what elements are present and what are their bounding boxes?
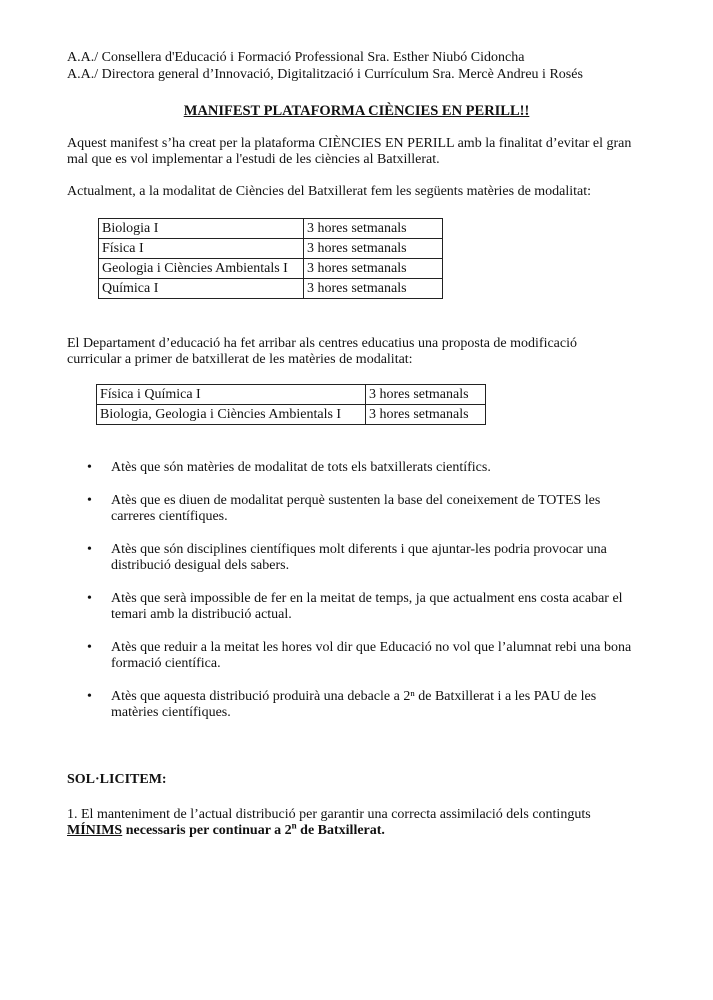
subject-cell: Biologia, Geologia i Ciències Ambientals I xyxy=(97,405,366,425)
table-row xyxy=(97,405,486,425)
proposed-subjects-table xyxy=(96,384,486,425)
department-proposal-paragraph: El Departament d’educació ha fet arribar als centres educatius una proposta de modificació curricular a primer de batxillerat de les matèries de modalitat: xyxy=(67,336,577,367)
request-bold-end: de Batxillerat. xyxy=(300,823,385,838)
table-row xyxy=(99,219,443,239)
list-item xyxy=(67,460,637,476)
hours-cell: 3 hores setmanals xyxy=(304,239,443,259)
request-bold-text: necessaris per continuar a 2 xyxy=(125,823,292,838)
request-superscript: n xyxy=(291,820,297,831)
reason-text: Atès que serà impossible de fer en la meitat de temps, ja que actualment ens costa acabar el temari amb la distribució actual. xyxy=(111,591,623,622)
list-item xyxy=(67,689,637,721)
addressee-line: A.A./ Consellera d'Educació i Formació Professional Sra. Esther Niubó Cidoncha xyxy=(67,50,525,65)
intro-paragraph: Aquest manifest s’ha creat per la plataforma CIÈNCIES EN PERILL amb la finalitat d’evitar el gran mal que es vol implementar a l'estudi de les ciències al Batxillerat. xyxy=(67,136,632,167)
table-row xyxy=(99,279,443,299)
subject-cell: Física I xyxy=(99,239,304,259)
addressee-block xyxy=(67,50,687,84)
subject-cell: Geologia i Ciències Ambientals I xyxy=(99,259,304,279)
addressee-line: A.A./ Directora general d’Innovació, Digitalització i Currículum Sra. Mercè Andreu i Rosés xyxy=(67,67,583,82)
table-row xyxy=(99,239,443,259)
bullet-icon: • xyxy=(87,542,92,557)
document-title: MANIFEST PLATAFORMA CIÈNCIES EN PERILL!! xyxy=(183,103,530,119)
table-row xyxy=(99,259,443,279)
list-item xyxy=(67,542,637,574)
bullet-icon: • xyxy=(87,460,92,475)
bullet-icon: • xyxy=(87,591,92,606)
table-row xyxy=(97,385,486,405)
request-paragraph xyxy=(67,807,647,839)
hours-cell: 3 hores setmanals xyxy=(366,405,486,425)
subject-cell: Química I xyxy=(99,279,304,299)
bullet-icon: • xyxy=(87,493,92,508)
hours-cell: 3 hores setmanals xyxy=(304,259,443,279)
reason-text: Atès que reduir a la meitat les hores vol dir que Educació no vol que l’alumnat rebi una bona formació científica. xyxy=(111,640,632,671)
subject-cell: Física i Química I xyxy=(97,385,366,405)
reason-text: Atès que són matèries de modalitat de tots els batxillerats científics. xyxy=(111,460,491,475)
hours-cell: 3 hores setmanals xyxy=(366,385,486,405)
hours-cell: 3 hores setmanals xyxy=(304,279,443,299)
list-item xyxy=(67,640,637,672)
subject-cell: Biologia I xyxy=(99,219,304,239)
list-item xyxy=(67,493,637,525)
reason-text: Atès que són disciplines científiques molt diferents i que ajuntar-les podria provocar una distribució desigual dels sabers. xyxy=(111,542,607,573)
current-subjects-paragraph: Actualment, a la modalitat de Ciències del Batxillerat fem les següents matèries de modalitat: xyxy=(67,184,592,199)
reason-text: Atès que aquesta distribució produirà una debacle a 2ⁿ de Batxillerat i a les PAU de les matèries científiques. xyxy=(111,689,597,720)
hours-cell: 3 hores setmanals xyxy=(304,219,443,239)
request-lead-text: 1. El manteniment de l’actual distribució per garantir una correcta assimilació dels continguts xyxy=(67,807,591,822)
current-subjects-table xyxy=(98,218,443,299)
reasons-list xyxy=(67,460,637,738)
bullet-icon: • xyxy=(87,640,92,655)
list-item xyxy=(67,591,637,623)
request-underlined-text: MÍNIMS xyxy=(67,823,123,838)
reason-text: Atès que es diuen de modalitat perquè sustenten la base del coneixement de TOTES les carreres científiques. xyxy=(111,493,601,524)
bullet-icon: • xyxy=(87,689,92,704)
request-heading: SOL·LICITEM: xyxy=(67,772,167,787)
